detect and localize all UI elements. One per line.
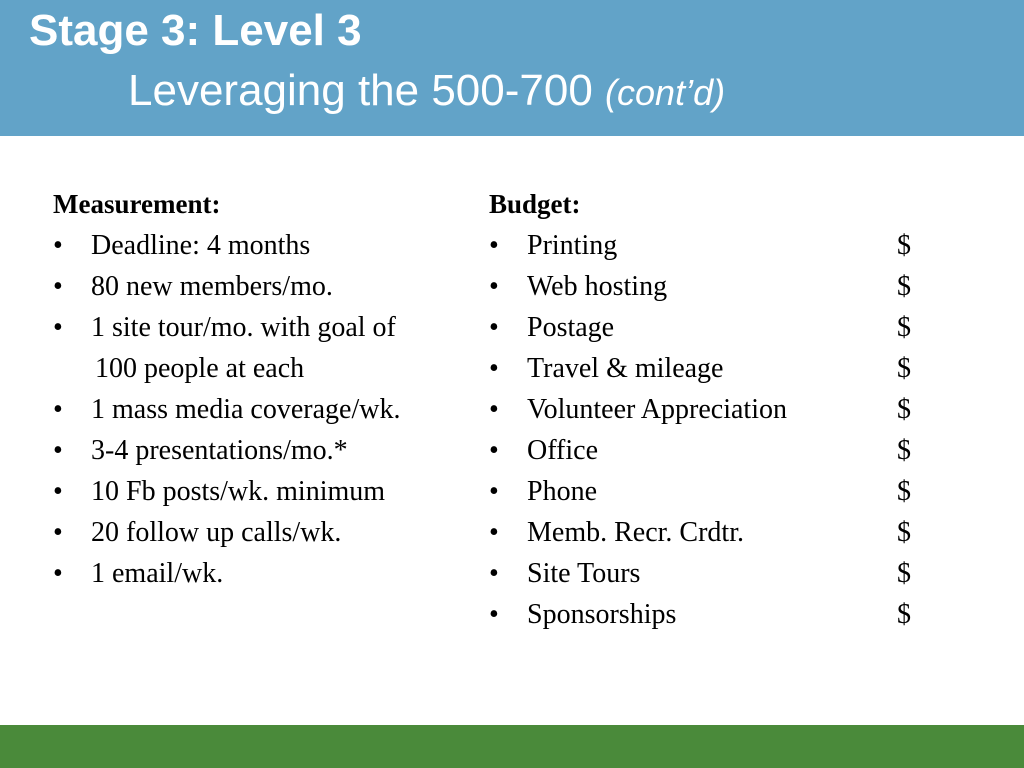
- budget-item-label: Office: [527, 435, 598, 466]
- budget-item: [489, 471, 929, 512]
- bullet-icon: •: [489, 517, 499, 548]
- measurement-item: [53, 307, 473, 348]
- budget-item: [489, 348, 929, 389]
- measurement-item-text: 100 people at each: [95, 353, 305, 384]
- budget-amount: $: [897, 435, 911, 466]
- budget-item-label: Web hosting: [527, 271, 668, 302]
- bullet-icon: •: [489, 476, 499, 507]
- budget-item: [489, 594, 929, 635]
- budget-amount: $: [897, 394, 911, 425]
- measurement-item: [53, 389, 473, 430]
- footer-bar: [0, 725, 1024, 768]
- subtitle-main-text: Leveraging the 500-700: [128, 66, 606, 115]
- measurement-item: [53, 471, 473, 512]
- measurement-item-text: 3-4 presentations/mo.*: [91, 435, 348, 466]
- budget-amount: $: [897, 353, 911, 384]
- bullet-icon: •: [489, 353, 499, 384]
- budget-amount: $: [897, 271, 911, 302]
- budget-item-label: Printing: [527, 230, 618, 261]
- budget-amount: $: [897, 517, 911, 548]
- budget-amount: $: [897, 599, 911, 630]
- bullet-icon: •: [53, 517, 63, 548]
- bullet-icon: •: [53, 476, 63, 507]
- budget-item-label: Travel & mileage: [527, 353, 724, 384]
- budget-item-label: Phone: [527, 476, 597, 507]
- budget-item: [489, 307, 929, 348]
- budget-heading: Budget:: [489, 189, 581, 219]
- bullet-icon: •: [489, 599, 499, 630]
- bullet-icon: •: [489, 435, 499, 466]
- bullet-icon: •: [53, 230, 63, 261]
- bullet-icon: •: [489, 312, 499, 343]
- bullet-icon: •: [53, 312, 63, 343]
- bullet-icon: •: [53, 394, 63, 425]
- budget-amount: $: [897, 558, 911, 589]
- measurement-item-continuation: [53, 348, 473, 389]
- budget-column: [489, 184, 929, 635]
- subtitle-continued-label: (cont’d): [605, 72, 726, 113]
- budget-item-label: Sponsorships: [527, 599, 677, 630]
- slide-title: Stage 3: Level 3: [29, 6, 362, 55]
- measurement-item-text: 1 email/wk.: [91, 558, 224, 589]
- budget-item-label: Site Tours: [527, 558, 641, 589]
- budget-item: [489, 389, 929, 430]
- budget-item: [489, 512, 929, 553]
- budget-item-label: Postage: [527, 312, 615, 343]
- measurement-item: [53, 512, 473, 553]
- measurement-item-text: 10 Fb posts/wk. minimum: [91, 476, 386, 507]
- measurement-item-text: 1 site tour/mo. with goal of: [91, 312, 396, 343]
- measurement-item: [53, 266, 473, 307]
- measurement-column: [53, 184, 473, 594]
- budget-amount: $: [897, 312, 911, 343]
- measurement-heading: Measurement:: [53, 189, 221, 219]
- budget-item: [489, 266, 929, 307]
- budget-item: [489, 225, 929, 266]
- budget-amount: $: [897, 230, 911, 261]
- measurement-item-text: 1 mass media coverage/wk.: [91, 394, 401, 425]
- budget-item-label: Memb. Recr. Crdtr.: [527, 517, 744, 548]
- measurement-item-text: 80 new members/mo.: [91, 271, 333, 302]
- budget-item: [489, 553, 929, 594]
- budget-item: [489, 430, 929, 471]
- measurement-item: [53, 553, 473, 594]
- slide-subtitle: [128, 63, 725, 121]
- bullet-icon: •: [489, 230, 499, 261]
- bullet-icon: •: [489, 558, 499, 589]
- bullet-icon: •: [53, 435, 63, 466]
- budget-item-label: Volunteer Appreciation: [527, 394, 787, 425]
- bullet-icon: •: [53, 558, 63, 589]
- measurement-item-text: Deadline: 4 months: [91, 230, 311, 261]
- bullet-icon: •: [489, 394, 499, 425]
- title-banner: [0, 0, 1024, 136]
- measurement-item: [53, 430, 473, 471]
- bullet-icon: •: [489, 271, 499, 302]
- bullet-icon: •: [53, 271, 63, 302]
- measurement-item: [53, 225, 473, 266]
- measurement-item-text: 20 follow up calls/wk.: [91, 517, 342, 548]
- budget-amount: $: [897, 476, 911, 507]
